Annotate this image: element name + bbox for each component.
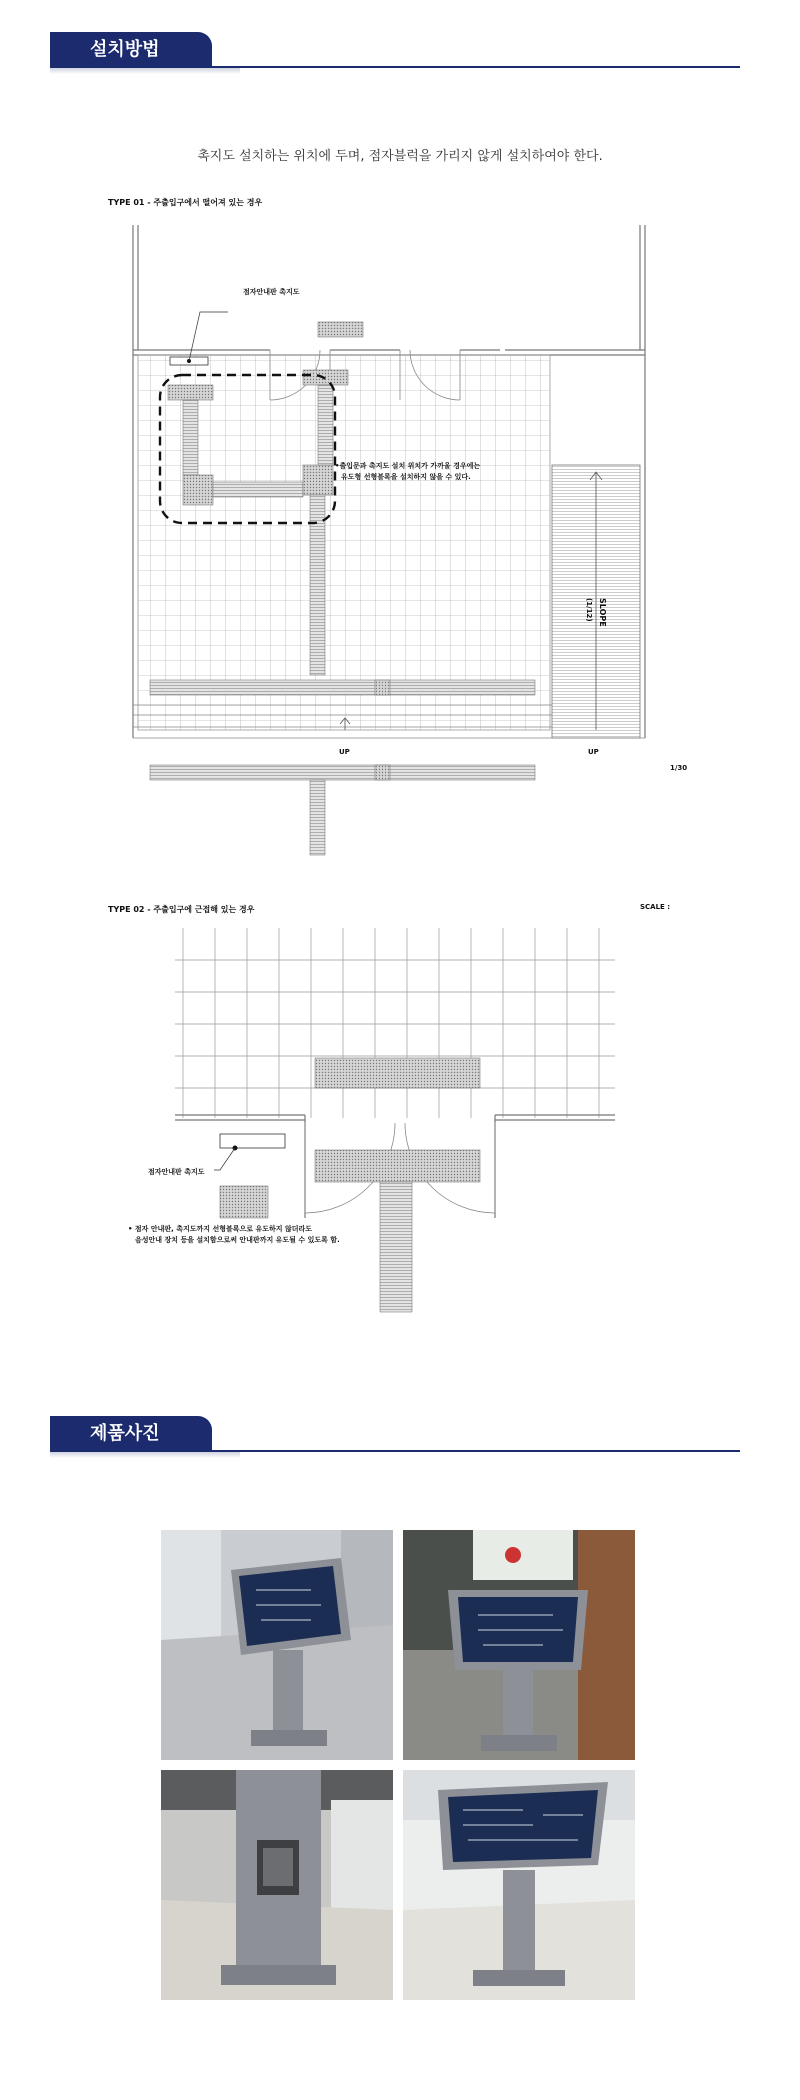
install-instruction: 촉지도 설치하는 위치에 두며, 점자블럭을 가리지 않게 설치하여야 한다. <box>197 149 603 164</box>
type02-note-line2: 음성안내 장치 등을 설치함으로써 안내판까지 유도될 수 있도록 함. <box>135 1236 340 1244</box>
type01-note-line2: 유도형 선형블록을 설치하지 않을 수 있다. <box>341 473 471 481</box>
type02-note-line1: • 점자 안내판, 촉지도까지 선형블록으로 유도하지 않더라도 <box>128 1225 313 1233</box>
up-label-left: UP <box>339 748 350 756</box>
header-rule <box>212 66 740 68</box>
up-label-right: UP <box>588 748 599 756</box>
scale-ratio: 1/30 <box>670 764 688 772</box>
type02-kiosk-marker <box>220 1134 285 1148</box>
header-shadow <box>50 1452 240 1458</box>
type02-scale-label: SCALE : <box>640 903 671 911</box>
photo-kiosk-front-left <box>161 1530 393 1760</box>
type02-floor-plan <box>0 918 800 1338</box>
slope-ratio: (1/12) <box>585 598 593 622</box>
type01-note-line1: •출입문과 촉지도 설치 위치가 가까울 경우에는 <box>335 462 481 470</box>
header-shadow <box>50 68 240 74</box>
type01-floor-plan <box>0 210 800 890</box>
floor-grid <box>138 355 550 730</box>
type02-tactile-blocks <box>220 1058 480 1312</box>
type01-callout: 점자안내판 촉지도 <box>243 288 300 296</box>
section-header-install <box>50 32 740 72</box>
section-title: 설치방법 <box>50 32 212 68</box>
type02-callout: 점자안내판 촉지도 <box>148 1168 205 1176</box>
photo-kiosk-front-right <box>403 1530 635 1760</box>
type02-floor-grid <box>175 928 615 1118</box>
header-rule <box>212 1450 740 1452</box>
photo-kiosk-rear-pillar <box>161 1770 393 2000</box>
section-title: 제품사진 <box>50 1416 212 1452</box>
slope-label: SLOPE <box>598 598 607 627</box>
type02-label: TYPE 02 - 주출입구에 근접해 있는 경우 <box>108 905 255 914</box>
section-header-photos <box>50 1416 740 1456</box>
type01-label: TYPE 01 - 주출입구에서 떨어져 있는 경우 <box>108 198 263 207</box>
photo-kiosk-side-view <box>403 1770 635 2000</box>
